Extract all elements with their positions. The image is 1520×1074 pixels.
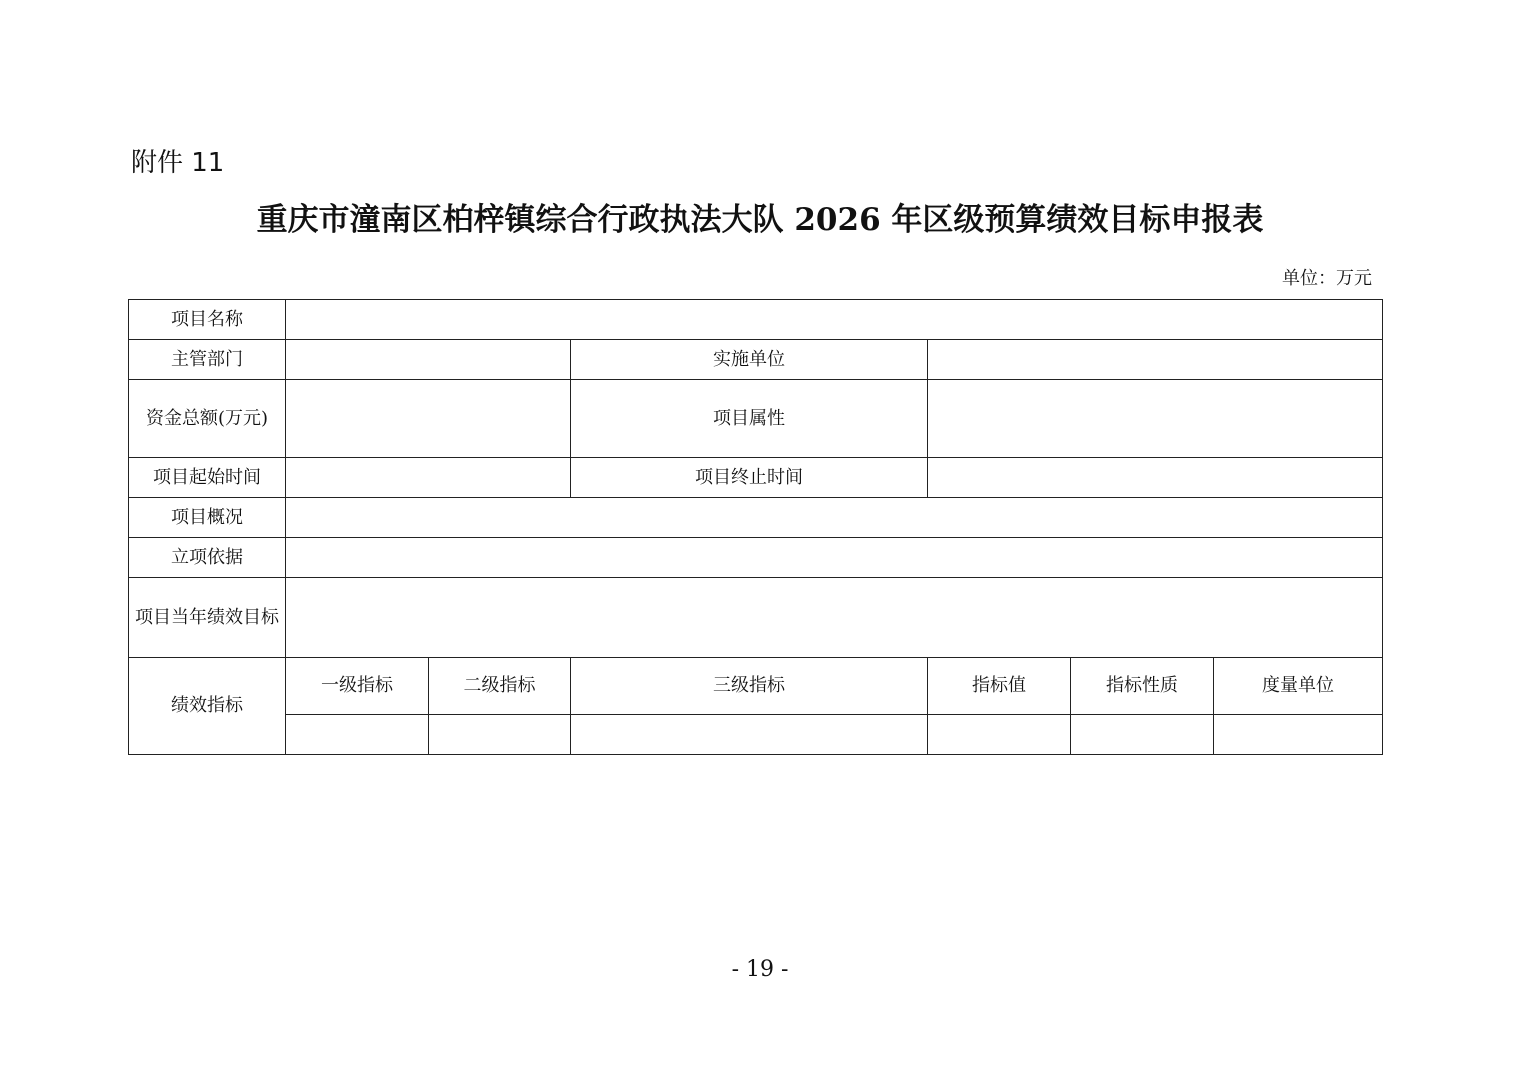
indicator-level1-value bbox=[286, 715, 429, 755]
row-indicator-headers bbox=[129, 658, 1383, 715]
end-time-value bbox=[928, 458, 1383, 498]
attachment-label: 附件 11 bbox=[131, 148, 225, 178]
indicator-header-value: 指标值 bbox=[928, 658, 1071, 715]
row-time bbox=[129, 458, 1383, 498]
form-title: 重庆市潼南区柏梓镇综合行政执法大队 2026 年区级预算绩效目标申报表 bbox=[256, 202, 1264, 238]
basis-value bbox=[286, 538, 1383, 578]
budget-performance-form bbox=[128, 299, 1383, 755]
indicator-level3-value bbox=[571, 715, 928, 755]
project-name-label: 项目名称 bbox=[129, 300, 286, 340]
implementing-unit-value bbox=[928, 340, 1383, 380]
indicator-value-value bbox=[928, 715, 1071, 755]
indicator-header-level3: 三级指标 bbox=[571, 658, 928, 715]
project-attribute-value bbox=[928, 380, 1383, 458]
overview-value bbox=[286, 498, 1383, 538]
start-time-value bbox=[286, 458, 571, 498]
indicator-header-nature: 指标性质 bbox=[1071, 658, 1214, 715]
row-annual-goal bbox=[129, 578, 1383, 658]
row-basis bbox=[129, 538, 1383, 578]
department-value bbox=[286, 340, 571, 380]
project-name-value bbox=[286, 300, 1383, 340]
page-number: - 19 - bbox=[731, 957, 789, 982]
row-department bbox=[129, 340, 1383, 380]
annual-goal-label: 项目当年绩效目标 bbox=[129, 578, 286, 658]
total-funds-label: 资金总额(万元) bbox=[129, 380, 286, 458]
end-time-label: 项目终止时间 bbox=[571, 458, 928, 498]
annual-goal-value bbox=[286, 578, 1383, 658]
indicator-unit-value bbox=[1214, 715, 1383, 755]
row-total-funds bbox=[129, 380, 1383, 458]
start-time-label: 项目起始时间 bbox=[129, 458, 286, 498]
row-project-name bbox=[129, 300, 1383, 340]
project-attribute-label: 项目属性 bbox=[571, 380, 928, 458]
indicator-level2-value bbox=[429, 715, 571, 755]
implementing-unit-label: 实施单位 bbox=[571, 340, 928, 380]
unit-label: 单位：万元 bbox=[1282, 268, 1372, 289]
indicator-nature-value bbox=[1071, 715, 1214, 755]
row-overview bbox=[129, 498, 1383, 538]
indicators-label: 绩效指标 bbox=[129, 658, 286, 755]
department-label: 主管部门 bbox=[129, 340, 286, 380]
total-funds-value bbox=[286, 380, 571, 458]
indicator-header-level1: 一级指标 bbox=[286, 658, 429, 715]
row-indicator-values bbox=[129, 715, 1383, 755]
overview-label: 项目概况 bbox=[129, 498, 286, 538]
indicator-header-unit: 度量单位 bbox=[1214, 658, 1383, 715]
basis-label: 立项依据 bbox=[129, 538, 286, 578]
indicator-header-level2: 二级指标 bbox=[429, 658, 571, 715]
